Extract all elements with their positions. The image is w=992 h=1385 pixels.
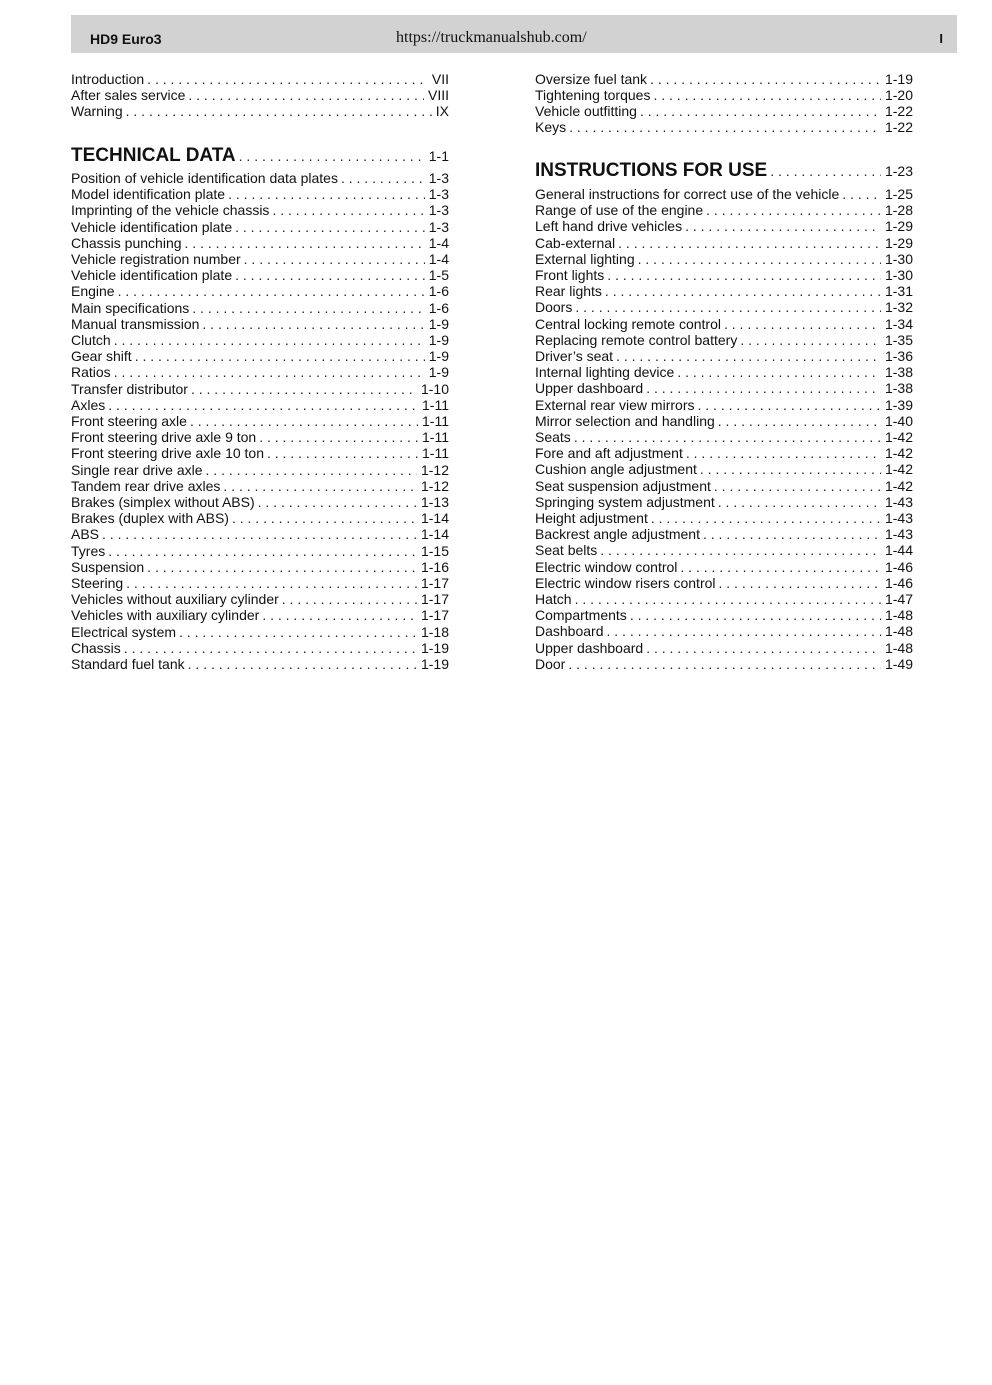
toc-entry[interactable]: [535, 251, 913, 267]
toc-entry-title: Chassis punching: [71, 234, 182, 251]
toc-entry-title: Left hand drive vehicles: [535, 218, 683, 235]
toc-entry[interactable]: [71, 300, 449, 316]
toc-entry-page: 1-5: [428, 267, 449, 284]
toc-entry-title: Replacing remote control battery: [535, 331, 738, 348]
toc-entry-page: 1-3: [428, 170, 449, 186]
toc-entry-title: Oversize fuel tank: [535, 71, 648, 87]
toc-entry-title: Manual transmission: [71, 315, 200, 332]
toc-entry[interactable]: [71, 575, 449, 591]
toc-entry-page: 1-11: [422, 396, 449, 413]
toc-entry-title: External lighting: [535, 250, 635, 267]
toc-dot-leader: [188, 87, 424, 103]
toc-dot-leader: [267, 445, 418, 461]
toc-entry-title: Door: [535, 655, 566, 672]
toc-dot-leader: [680, 559, 881, 575]
toc-entry-page: 1-25: [884, 186, 913, 202]
toc-dot-leader: [568, 656, 881, 672]
toc-entry-title: Central locking remote control: [535, 315, 721, 332]
toc-dot-leader: [653, 87, 881, 103]
toc-entry-title: Gear shift: [71, 348, 132, 365]
toc-dot-leader: [607, 267, 881, 283]
toc-entry-title: Tandem rear drive axles: [71, 477, 221, 494]
toc-entry-page: 1-17: [420, 591, 449, 608]
toc-dot-leader: [118, 283, 425, 299]
toc-entry-page: 1-4: [428, 234, 449, 251]
toc-entry-page: 1-6: [428, 299, 449, 316]
toc-entry-page: 1-19: [884, 71, 913, 87]
toc-entry-page: 1-44: [884, 542, 913, 559]
toc-entry-title: Main specifications: [71, 299, 190, 316]
toc-dot-leader: [262, 607, 417, 623]
toc-entry-title: Electrical system: [71, 623, 177, 640]
toc-entry[interactable]: [535, 575, 913, 591]
toc-entry-page: 1-12: [420, 461, 449, 478]
toc-entry-title: Rear lights: [535, 283, 602, 300]
toc-entry-page: 1-48: [884, 623, 913, 640]
toc-dot-leader: [282, 591, 417, 607]
toc-entry[interactable]: [535, 461, 913, 477]
toc-dot-leader: [179, 624, 417, 640]
toc-entry[interactable]: [535, 119, 913, 135]
header-url[interactable]: https://truckmanualshub.com/: [396, 29, 587, 46]
toc-dot-leader: [607, 623, 881, 639]
toc-entry[interactable]: [71, 87, 449, 103]
toc-entry[interactable]: [535, 332, 913, 348]
toc-entry[interactable]: [71, 462, 449, 478]
page-header: [71, 15, 957, 53]
toc-entry-page: 1-14: [420, 510, 449, 527]
toc-dot-leader: [235, 219, 425, 235]
toc-entry[interactable]: [71, 251, 449, 267]
toc-entry-title: Front lights: [535, 267, 605, 283]
toc-entry-page: 1-40: [884, 412, 913, 429]
toc-entry-page: VII: [431, 71, 449, 87]
toc-entry-page: 1-19: [420, 639, 449, 656]
toc-entry-title: Upper dashboard: [535, 639, 644, 656]
toc-entry[interactable]: [71, 219, 449, 235]
toc-entry-title: Introduction: [71, 71, 145, 87]
toc-dot-leader: [223, 478, 417, 494]
toc-entry[interactable]: [71, 526, 449, 542]
toc-entry-title: TECHNICAL DATA: [71, 145, 236, 166]
toc-entry[interactable]: [71, 235, 449, 251]
toc-entry[interactable]: [535, 397, 913, 413]
toc-entry-title: External rear view mirrors: [535, 396, 695, 413]
toc-dot-leader: [185, 235, 425, 251]
toc-dot-leader: [114, 332, 425, 348]
toc-dot-leader: [191, 381, 417, 397]
header-page-number: I: [939, 31, 943, 46]
toc-entry-title: After sales service: [71, 87, 186, 103]
toc-entry-title: Warning: [71, 103, 123, 119]
toc-entry-page: 1-28: [884, 202, 913, 219]
toc-entry-page: 1-34: [884, 315, 913, 332]
toc-entry[interactable]: [71, 170, 449, 186]
toc-dot-leader: [206, 462, 417, 478]
toc-dot-leader: [575, 591, 881, 607]
toc-entry-title: Seats: [535, 429, 571, 445]
toc-entry-page: 1-9: [428, 348, 449, 365]
toc-dot-leader: [126, 575, 417, 591]
toc-dot-leader: [718, 413, 881, 429]
toc-entry-page: 1-35: [884, 331, 913, 348]
toc-dot-leader: [646, 380, 881, 396]
toc-entry-title: Height adjustment: [535, 510, 648, 526]
toc-entry[interactable]: [535, 510, 913, 526]
toc-entry-title: Range of use of the engine: [535, 202, 704, 219]
toc-entry[interactable]: [71, 624, 449, 640]
toc-section-heading[interactable]: [535, 160, 913, 182]
toc-dot-leader: [686, 445, 881, 461]
toc-entry-title: Engine: [71, 283, 115, 300]
toc-entry-page: 1-38: [884, 364, 913, 381]
toc-entry-page: 1-20: [884, 87, 913, 103]
toc-entry-page: 1-46: [884, 558, 913, 575]
toc-entry-title: Axles: [71, 396, 106, 413]
toc-entry-title: Front steering drive axle 10 ton: [71, 445, 264, 462]
toc-entry-title: Driver’s seat: [535, 348, 614, 364]
toc-entry-title: ABS: [71, 526, 100, 543]
toc-dot-leader: [569, 119, 881, 135]
toc-entry-page: 1-43: [884, 510, 913, 526]
toc-entry[interactable]: [535, 202, 913, 218]
toc-entry-title: Backrest angle adjustment: [535, 526, 700, 543]
toc-dot-leader: [575, 299, 881, 315]
toc-entry[interactable]: [71, 445, 449, 461]
toc-entry-page: 1-4: [428, 251, 449, 267]
toc-entry-title: Model identification plate: [71, 186, 226, 203]
toc-entry[interactable]: [71, 348, 449, 364]
toc-entry[interactable]: [71, 413, 449, 429]
toc-entry-page: 1-42: [884, 445, 913, 462]
toc-entry-page: 1-30: [884, 250, 913, 267]
toc-dot-leader: [605, 283, 881, 299]
toc-dot-leader: [272, 202, 424, 218]
toc-dot-leader: [651, 510, 881, 526]
toc-entry-page: 1-18: [420, 623, 449, 640]
toc-entry[interactable]: [535, 542, 913, 558]
toc-entry-title: General instructions for correct use of the vehicle: [535, 186, 840, 202]
toc-entry-page: 1-48: [884, 607, 913, 624]
toc-entry[interactable]: [535, 186, 913, 202]
toc-entry-title: Fore and aft adjustment: [535, 445, 683, 462]
toc-entry[interactable]: [71, 607, 449, 623]
toc-entry[interactable]: [71, 103, 449, 119]
toc-entry-title: Position of vehicle identification data plates: [71, 170, 338, 186]
toc-entry[interactable]: [535, 267, 913, 283]
toc-entry-title: Compartments: [535, 607, 627, 624]
toc-entry-title: Single rear drive axle: [71, 461, 203, 478]
toc-dot-leader: [239, 145, 425, 167]
toc-entry[interactable]: [535, 348, 913, 364]
toc-entry[interactable]: [71, 478, 449, 494]
toc-entry-page: 1-39: [884, 396, 913, 413]
toc-entry-page: 1-32: [884, 299, 913, 316]
toc-dot-leader: [190, 413, 418, 429]
toc-entry[interactable]: [71, 494, 449, 510]
toc-entry[interactable]: [535, 71, 913, 87]
toc-entry-title: Standard fuel tank: [71, 656, 185, 672]
toc-entry-page: 1-48: [884, 639, 913, 656]
toc-dot-leader: [616, 348, 881, 364]
toc-entry[interactable]: [71, 640, 449, 656]
toc-entry-page: 1-19: [420, 656, 449, 672]
toc-dot-leader: [640, 103, 881, 119]
toc-dot-leader: [147, 71, 428, 87]
toc-entry[interactable]: [535, 316, 913, 332]
toc-entry-page: 1-30: [884, 267, 913, 283]
toc-entry[interactable]: [535, 364, 913, 380]
toc-entry-title: Vehicle registration number: [71, 251, 241, 267]
toc-entry-title: Springing system adjustment: [535, 493, 715, 510]
toc-entry-title: INSTRUCTIONS FOR USE: [535, 160, 768, 181]
toc-entry-page: 1-31: [884, 283, 913, 300]
toc-entry[interactable]: [71, 381, 449, 397]
toc-entry-title: Dashboard: [535, 623, 604, 640]
toc-entry[interactable]: [535, 526, 913, 542]
toc-entry-page: 1-15: [420, 542, 449, 559]
toc-dot-leader: [135, 348, 425, 364]
toc-entry-page: 1-36: [884, 348, 913, 364]
toc-entry-title: Electric window control: [535, 558, 678, 575]
toc-entry[interactable]: [535, 235, 913, 251]
toc-entry-title: Tightening torques: [535, 87, 651, 103]
toc-dot-leader: [770, 160, 881, 182]
toc-entry[interactable]: [535, 656, 913, 672]
toc-entry-title: Seat belts: [535, 542, 598, 559]
toc-entry[interactable]: [535, 445, 913, 461]
toc-entry-page: 1-42: [884, 429, 913, 445]
toc-entry-page: 1-11: [422, 413, 449, 429]
toc-entry-page: 1-1: [428, 148, 449, 164]
toc-entry[interactable]: [535, 103, 913, 119]
toc-dot-leader: [697, 397, 880, 413]
toc-dot-leader: [341, 170, 425, 186]
toc-entry[interactable]: [535, 559, 913, 575]
toc-entry-page: 1-47: [884, 591, 913, 607]
toc-entry[interactable]: [71, 656, 449, 672]
toc-entry-page: 1-43: [884, 526, 913, 543]
toc-entry-page: 1-14: [420, 526, 449, 543]
toc-dot-leader: [618, 235, 881, 251]
toc-dot-leader: [719, 575, 881, 591]
toc-dot-leader: [126, 103, 432, 119]
toc-entry-title: Imprinting of the vehicle chassis: [71, 202, 270, 219]
toc-entry-page: 1-13: [420, 494, 449, 510]
toc-entry[interactable]: [71, 591, 449, 607]
toc-entry[interactable]: [71, 559, 449, 575]
toc-entry-page: 1-11: [422, 429, 449, 446]
toc-dot-leader: [718, 494, 881, 510]
toc-dot-leader: [842, 186, 881, 202]
toc-dot-leader: [188, 656, 417, 672]
toc-dot-leader: [232, 510, 417, 526]
toc-entry[interactable]: [535, 87, 913, 103]
toc-dot-leader: [685, 218, 881, 234]
toc-entry-title: Clutch: [71, 332, 111, 348]
toc-dot-leader: [124, 640, 417, 656]
toc-entry-page: 1-6: [428, 283, 449, 300]
toc-entry-page: 1-16: [420, 558, 449, 575]
toc-dot-leader: [108, 397, 418, 413]
toc-entry-title: Seat suspension adjustment: [535, 477, 711, 494]
toc-entry[interactable]: [71, 429, 449, 445]
toc-entry-title: Hatch: [535, 591, 572, 607]
toc-entry-page: 1-22: [884, 119, 913, 135]
toc-entry[interactable]: [535, 299, 913, 315]
toc-entry[interactable]: [71, 510, 449, 526]
toc-entry-title: Cab-external: [535, 234, 616, 251]
toc-entry-title: Suspension: [71, 558, 145, 575]
toc-dot-leader: [108, 543, 417, 559]
toc-entry-title: Transfer distributor: [71, 380, 188, 397]
toc-entry[interactable]: [535, 623, 913, 639]
toc-entry-title: Vehicles with auxiliary cylinder: [71, 607, 260, 624]
toc-entry-title: Brakes (simplex without ABS): [71, 494, 255, 510]
toc-dot-leader: [114, 364, 425, 380]
toc-dot-leader: [202, 316, 424, 332]
toc-entry-page: 1-29: [884, 218, 913, 235]
toc-entry-title: Ratios: [71, 364, 111, 381]
toc-dot-leader: [650, 71, 881, 87]
toc-entry-page: 1-46: [884, 574, 913, 591]
toc-entry-page: 1-3: [428, 218, 449, 235]
toc-entry-page: 1-17: [420, 575, 449, 591]
toc-entry-title: Internal lighting device: [535, 364, 675, 381]
toc-entry[interactable]: [535, 429, 913, 445]
toc-entry-title: Mirror selection and handling: [535, 412, 715, 429]
toc-entry-title: Vehicle identification plate: [71, 218, 233, 235]
toc-dot-leader: [714, 478, 881, 494]
toc-entry-title: Tyres: [71, 542, 106, 559]
toc-dot-leader: [677, 364, 881, 380]
toc-dot-leader: [724, 316, 881, 332]
toc-entry[interactable]: [535, 591, 913, 607]
toc-entry[interactable]: [71, 267, 449, 283]
toc-entry[interactable]: [535, 218, 913, 234]
toc-dot-leader: [646, 640, 881, 656]
toc-entry-title: Upper dashboard: [535, 380, 644, 397]
toc-entry-title: Vehicle identification plate: [71, 267, 233, 284]
toc-entry-title: Vehicles without auxiliary cylinder: [71, 591, 279, 608]
toc-entry-page: 1-12: [420, 477, 449, 494]
toc-entry-page: 1-9: [428, 332, 449, 348]
toc-entry-page: 1-17: [420, 607, 449, 624]
toc-entry[interactable]: [535, 413, 913, 429]
toc-dot-leader: [102, 526, 417, 542]
toc-entry-title: Steering: [71, 575, 124, 591]
toc-entry[interactable]: [71, 543, 449, 559]
toc-entry[interactable]: [71, 186, 449, 202]
toc-entry[interactable]: [535, 380, 913, 396]
toc-entry[interactable]: [71, 283, 449, 299]
toc-entry-page: 1-42: [884, 477, 913, 494]
toc-dot-leader: [700, 461, 881, 477]
toc-dot-leader: [703, 526, 881, 542]
toc-entry-title: Front steering drive axle 9 ton: [71, 429, 257, 446]
toc-dot-leader: [259, 429, 418, 445]
toc-dot-leader: [574, 429, 881, 445]
toc-entry-page: 1-49: [884, 655, 913, 672]
toc-dot-leader: [630, 607, 881, 623]
toc-entry[interactable]: [71, 71, 449, 87]
toc-entry[interactable]: [535, 478, 913, 494]
toc-entry-page: 1-29: [884, 234, 913, 251]
toc-entry-page: 1-3: [428, 202, 449, 219]
toc-entry-page: 1-9: [428, 364, 449, 381]
header-model: HD9 Euro3: [90, 31, 162, 47]
toc-entry-page: 1-11: [422, 445, 449, 462]
toc-entry-title: Vehicle outfitting: [535, 103, 637, 119]
toc-entry-title: Brakes (duplex with ABS): [71, 510, 229, 527]
toc-dot-leader: [706, 202, 881, 218]
toc-entry[interactable]: [535, 640, 913, 656]
toc-entry-title: Chassis: [71, 639, 121, 656]
toc-entry-title: Doors: [535, 299, 573, 316]
toc-entry-page: VIII: [427, 87, 449, 103]
toc-dot-leader: [740, 332, 881, 348]
toc-dot-leader: [228, 186, 425, 202]
toc-entry-page: 1-42: [884, 461, 913, 478]
toc-dot-leader: [147, 559, 417, 575]
toc-entry-page: 1-9: [428, 315, 449, 332]
toc-entry-page: 1-3: [428, 186, 449, 203]
toc-dot-leader: [258, 494, 417, 510]
toc-entry[interactable]: [535, 607, 913, 623]
toc-entry-page: 1-38: [884, 380, 913, 397]
toc-dot-leader: [192, 300, 424, 316]
toc-entry-title: Front steering axle: [71, 413, 187, 429]
toc-entry-title: Electric window risers control: [535, 574, 716, 591]
toc-entry-page: 1-22: [884, 103, 913, 119]
toc-entry-title: Cushion angle adjustment: [535, 461, 697, 478]
toc-entry-page: 1-23: [884, 163, 913, 179]
toc-entry[interactable]: [71, 332, 449, 348]
toc-entry[interactable]: [71, 316, 449, 332]
toc-entry-title: Keys: [535, 119, 567, 135]
toc-dot-leader: [244, 251, 425, 267]
toc-dot-leader: [600, 542, 881, 558]
toc-entry-page: 1-10: [420, 380, 449, 397]
toc-entry-page: IX: [435, 103, 449, 119]
toc-entry[interactable]: [71, 397, 449, 413]
toc-dot-leader: [638, 251, 881, 267]
toc-dot-leader: [235, 267, 425, 283]
toc-entry[interactable]: [71, 202, 449, 218]
toc-entry[interactable]: [535, 494, 913, 510]
toc-entry[interactable]: [71, 364, 449, 380]
toc-entry[interactable]: [535, 283, 913, 299]
toc-section-heading[interactable]: [71, 145, 449, 167]
toc-entry-page: 1-43: [884, 493, 913, 510]
